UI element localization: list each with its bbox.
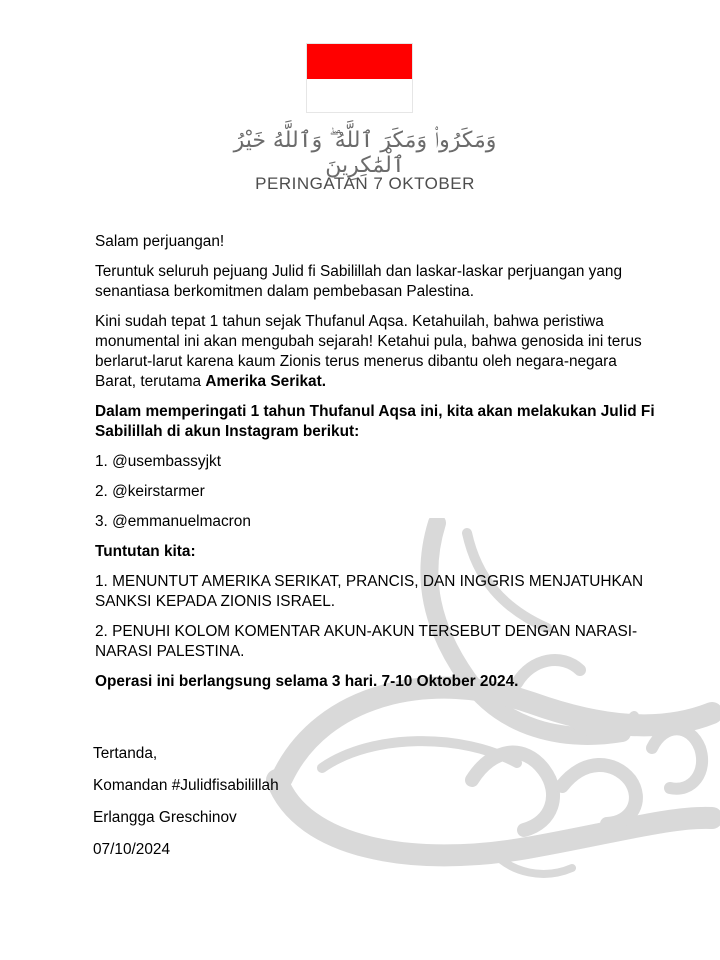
signature-block	[93, 744, 279, 872]
arabic-verse: وَمَكَرُوا۟ وَمَكَرَ ٱللَّهُ ۖ وَٱللَّهُ خَيْرُ ٱلْمَٰكِرِينَ	[233, 128, 497, 178]
signature-name: Erlangga Greschinov	[93, 809, 237, 826]
signature-date: 07/10/2024	[93, 841, 171, 858]
context-text: Kini sudah tepat 1 tahun sejak Thufanul Aqsa. Ketahuilah, bahwa peristiwa monumental ini akan mengubah sejarah! Ketahui pula, bahwa genosida ini terus berlarut-larut karena kaum Zionis terus menerus dibantu oleh negara-negara Barat, terutama	[95, 313, 642, 390]
account-item: 2. @keirstarmer	[95, 483, 205, 500]
demands-heading: Tuntutan kita:	[95, 543, 196, 560]
announcement-paragraph: Dalam memperingati 1 tahun Thufanul Aqsa ini, kita akan melakukan Julid Fi Sabilillah di akun Instagram berikut:	[95, 403, 655, 440]
demand-item: 2. PENUHI KOLOM KOMENTAR AKUN-AKUN TERSEBUT DENGAN NARASI-NARASI PALESTINA.	[95, 623, 638, 660]
account-item: 3. @emmanuelmacron	[95, 513, 251, 530]
letter-body	[95, 232, 655, 692]
flag-white-stripe	[307, 79, 412, 113]
page-title: PERINGATAN 7 OKTOBER	[255, 174, 475, 193]
intro-paragraph: Teruntuk seluruh pejuang Julid fi Sabilillah dan laskar-laskar perjuangan yang senantiasa berkomitmen dalam pembebasan Palestina.	[95, 263, 623, 300]
signature-closing: Tertanda,	[93, 745, 158, 762]
account-item: 1. @usembassyjkt	[95, 453, 221, 470]
context-emphasis: Amerika Serikat.	[205, 373, 326, 390]
indonesia-flag	[306, 43, 413, 113]
operation-statement: Operasi ini berlangsung selama 3 hari. 7-10 Oktober 2024.	[95, 673, 519, 690]
flag-red-stripe	[307, 44, 412, 79]
greeting: Salam perjuangan!	[95, 233, 225, 250]
context-paragraph	[95, 312, 655, 392]
demand-item: 1. MENUNTUT AMERIKA SERIKAT, PRANCIS, DAN INGGRIS MENJATUHKAN SANKSI KEPADA ZIONIS ISRAEL.	[95, 573, 644, 610]
signature-role: Komandan #Julidfisabilillah	[93, 777, 279, 794]
